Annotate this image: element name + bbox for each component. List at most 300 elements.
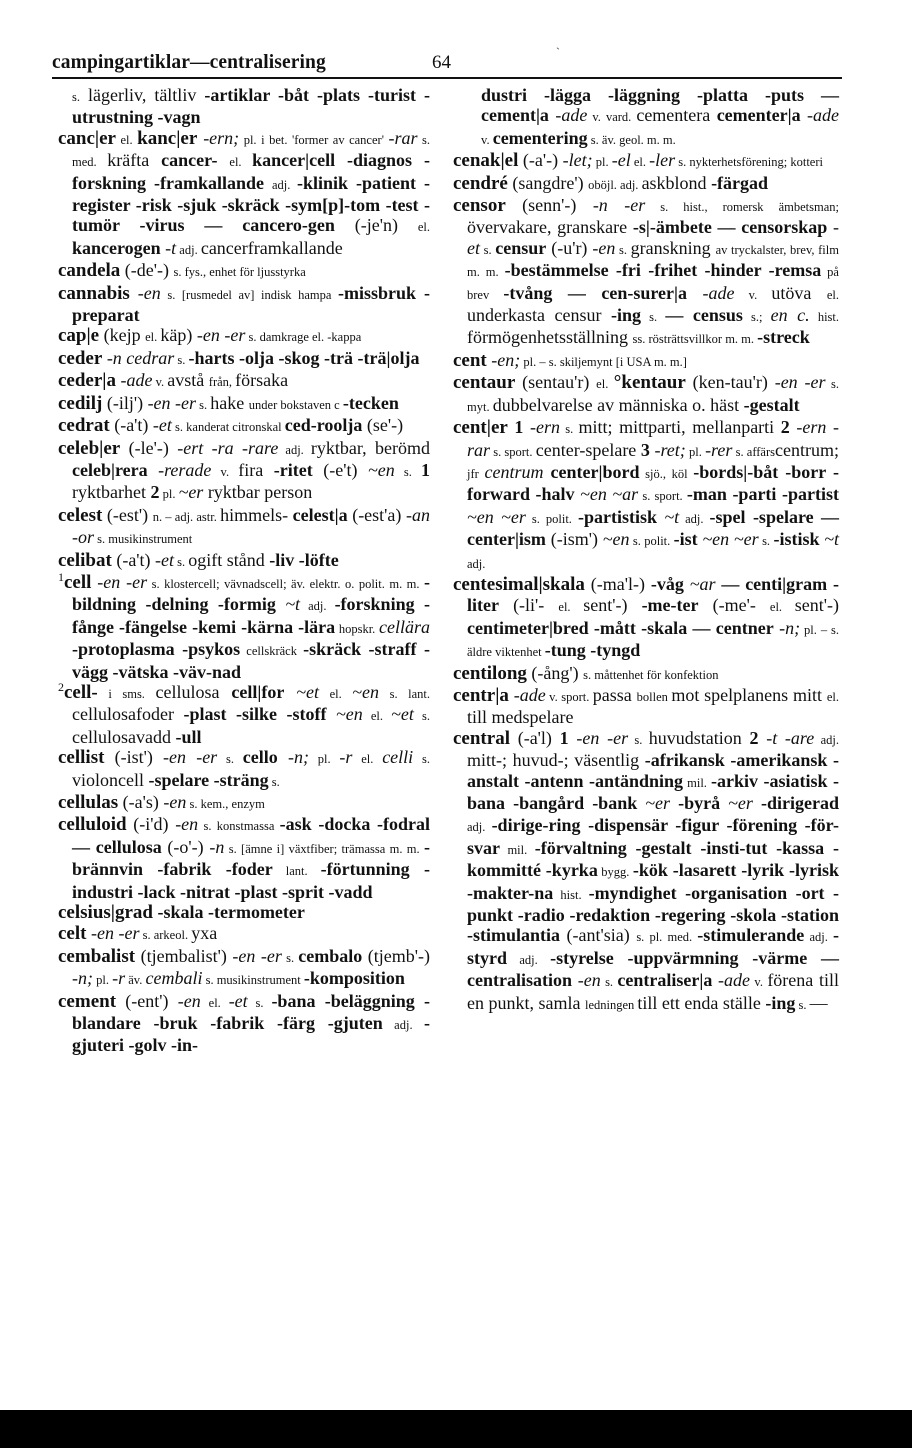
bold-form: -bestämmelse -fri -frihet -hinder -remsa — [504, 260, 822, 281]
annotation: s. — [174, 554, 189, 569]
definition-text: förmögenhetsställning — [467, 327, 633, 348]
inflection: ~et — [284, 681, 320, 702]
definition-text: (-a's) — [118, 792, 164, 812]
headword: celest — [58, 504, 103, 526]
headword: celsius|grad — [58, 902, 153, 924]
annotation: s. — [413, 752, 430, 767]
bold-form: -förtunning -industri -lack -nitrat -plast -sprit -vadd — [72, 859, 430, 902]
bold-form: -komposition — [303, 968, 405, 989]
bold-form: cell|for — [231, 681, 285, 702]
bold-form: centraliser|a — [617, 970, 713, 991]
inflection: -en — [572, 970, 601, 991]
headword: cellulas — [58, 792, 119, 813]
annotation: pl. — [308, 752, 340, 767]
bold-form: 1 — [507, 417, 524, 438]
annotation: s. — [641, 310, 666, 325]
definition-text: (tjemb'-) — [362, 945, 430, 966]
annotation: el. — [145, 330, 161, 345]
bold-form: -ing — [611, 305, 642, 326]
print-speck: ˏ — [556, 36, 560, 50]
dictionary-entry — [58, 569, 431, 682]
annotation: mil. — [683, 775, 712, 790]
annotation: s. — [560, 422, 579, 437]
dictionary-entry — [58, 991, 430, 1056]
annotation: bollen — [636, 689, 672, 704]
inflection: -ade — [548, 105, 588, 126]
annotation: hopskr. — [335, 621, 379, 636]
bold-form: celeb|rera — [72, 459, 148, 480]
definition-text: (-ism') — [545, 529, 603, 550]
inflection: ~t — [819, 529, 839, 550]
bold-form: -bildning -delning -formig — [72, 571, 430, 615]
inflection: ~en ~er — [467, 506, 526, 527]
annotation: lant. — [272, 864, 321, 879]
annotation: s. — [600, 975, 618, 990]
headword: centaur — [453, 372, 516, 394]
bold-form: -våg — [650, 573, 684, 594]
bold-form: — centi|gram -liter — [467, 573, 839, 616]
bold-form: -styrelse -uppvärmning -värme — centralisation — [467, 947, 840, 991]
annotation: s. med. — [72, 132, 430, 170]
bold-form: -myndighet -organisation -ort -punkt -radio -redaktion -regering -skola -station -stimulantia — [467, 882, 839, 946]
bold-form: — census — [665, 305, 743, 326]
bold-form: -skräck -straff -vägg -vätska -väv-nad — [72, 639, 431, 682]
definition-text: himmels- — [220, 504, 293, 525]
bold-form: center|bord — [543, 461, 640, 482]
annotation: s. — [795, 997, 810, 1012]
bold-form: 1 — [420, 459, 430, 480]
bold-form: -ull — [175, 726, 202, 747]
bold-form: -ritet — [273, 459, 313, 480]
inflection: ~t — [275, 594, 301, 615]
definition-text: (-i'd) — [126, 814, 176, 835]
definition-text: (-de'-) — [120, 260, 174, 281]
bold-form: -bords|-båt -borr -forward -halv — [467, 461, 839, 505]
definition-text: ryktbar, berömd — [310, 437, 430, 458]
bold-form: celest|a — [292, 504, 348, 525]
bold-form: -afrikansk -amerikansk -anstalt -antenn -antändning — [467, 750, 839, 791]
definition-text: (-a't) — [111, 549, 156, 570]
definition-text: cellulosafoder — [72, 704, 184, 725]
headword: cedrat — [58, 415, 110, 437]
definition-text: (se'-) — [362, 415, 404, 436]
annotation: s. pl. med. — [636, 930, 698, 945]
headword: celibat — [58, 549, 112, 571]
inflection: -rer — [705, 439, 733, 460]
inflection: -et — [467, 217, 840, 258]
annotation: el. — [352, 752, 383, 767]
dictionary-entry — [453, 573, 839, 663]
annotation: el. — [200, 995, 229, 1010]
inflection: -et — [152, 415, 172, 436]
definition-text: (-ång') — [526, 662, 584, 683]
annotation: el. — [769, 600, 795, 615]
inflection: ~en ~er — [697, 529, 759, 550]
annotation: v. — [750, 975, 768, 990]
dictionary-entry — [453, 150, 839, 172]
inflection: ~er — [720, 793, 753, 813]
annotation: v. — [211, 464, 239, 479]
definition-text: passa — [592, 684, 637, 705]
annotation: el. — [417, 220, 430, 235]
bold-form: cello — [242, 747, 278, 768]
dictionary-entry — [58, 325, 430, 347]
bold-form: ced-roolja — [284, 415, 363, 436]
inflection: ~en — [352, 681, 380, 702]
inflection: ~et — [391, 704, 414, 725]
inflection: -en -er — [163, 747, 218, 768]
inflection: -n; — [72, 968, 93, 989]
annotation: under bokstaven c — [248, 397, 343, 412]
bold-form: cembalo — [298, 945, 363, 966]
right-column — [453, 85, 840, 1385]
headword: central — [453, 727, 510, 749]
headword: cap|e — [58, 325, 100, 347]
bold-form: -klinik -patient -register -risk -sjuk -skräck -sym[p]-tom -test -tumör -virus — cancero-gen — [72, 172, 430, 236]
definition-text: till medspelare — [467, 707, 574, 728]
annotation: pl. – s. äldre viktenhet — [467, 622, 839, 660]
annotation: adj. — [804, 930, 833, 945]
inflection: -en -er — [774, 372, 826, 393]
annotation: s. konstmassa — [198, 819, 280, 834]
inflection: -ret; — [649, 439, 686, 460]
definition-text: (-ilj') — [102, 392, 148, 413]
headword: cell — [64, 571, 92, 593]
inflection: -n — [209, 836, 225, 857]
annotation: i sms. — [97, 686, 156, 701]
annotation: s. — [394, 464, 421, 479]
definition-text: kräfta — [107, 150, 162, 171]
bold-form: -forskning -fånge -fängelse -kemi -kärna -lära — [72, 594, 430, 637]
annotation: s. — [281, 950, 299, 965]
inflection: cellära — [379, 616, 430, 637]
annotation: adj. — [271, 177, 297, 192]
dictionary-entry — [58, 923, 430, 945]
dictionary-entry — [58, 415, 430, 437]
bold-form: -stimulerande — [697, 925, 805, 946]
inflection: -ert -ra -rare — [177, 437, 279, 458]
inflection: -ern; — [197, 127, 240, 148]
annotation: från, — [208, 375, 236, 390]
annotation: v. sport. — [545, 689, 593, 704]
definition-text: (-est') — [102, 504, 153, 525]
annotation: hist. — [553, 887, 589, 902]
bold-form: -gjuteri -golv -in- — [72, 1013, 430, 1056]
dictionary-entry — [58, 505, 430, 550]
inflection: ~en ~ar — [574, 484, 639, 505]
dictionary-entry — [58, 946, 430, 991]
inflection: -n -er — [592, 195, 646, 216]
entry-continuation — [58, 85, 430, 128]
annotation: s. [rusmedel av] indisk hampa — [160, 287, 339, 302]
bold-form: -spel -spelare — center|ism — [467, 506, 839, 550]
definition-text: (-a't) — [109, 415, 153, 436]
annotation: s. — [413, 709, 430, 724]
definition-text: askblond — [641, 172, 712, 193]
inflection: en c. — [770, 305, 810, 326]
definition-text: granskning — [630, 237, 716, 258]
definition-text: fira — [238, 459, 274, 480]
definition-text: (-o'-) — [161, 836, 210, 857]
annotation: s. — [758, 534, 774, 549]
bold-form: -spelare -sträng — [148, 769, 269, 790]
dictionary-entry — [58, 438, 430, 505]
definition-text: cellulosavadd — [72, 726, 176, 747]
inflection: -en — [163, 792, 187, 812]
annotation: s. — [268, 774, 280, 789]
bold-form: -dirige-ring -dispensär -figur -förening -för-svar — [467, 815, 839, 858]
annotation: bygg. — [597, 865, 633, 880]
inflection: -en; — [486, 349, 521, 370]
dictionary-entry — [58, 550, 430, 572]
annotation: pl. i bet. 'former av cancer' — [239, 132, 389, 147]
bold-form: -färgad — [711, 172, 769, 193]
inflection: -r — [339, 747, 353, 768]
annotation: el. — [362, 709, 392, 724]
annotation: s. musikinstrument — [94, 532, 193, 547]
bold-form: -ing — [765, 992, 796, 1013]
definition-text: ogift stånd — [188, 549, 270, 570]
annotation: el. — [826, 689, 839, 704]
bold-form: 2 — [780, 417, 790, 438]
inflection: -en — [177, 990, 201, 1011]
definition-text: sent'-) — [794, 595, 839, 616]
annotation: på brev — [467, 265, 839, 302]
headword: cannabis — [58, 282, 130, 304]
dictionary-entry — [453, 727, 840, 1015]
header-rule — [52, 77, 842, 79]
headword: cell- — [64, 681, 98, 703]
definition-text: huvudstation — [648, 727, 750, 748]
inflection: -n cedrar — [102, 347, 175, 368]
bold-form: -me-ter — [641, 595, 699, 616]
headword: censor — [453, 195, 506, 217]
annotation: adj. — [467, 820, 492, 835]
bold-form: -tecken — [342, 392, 399, 413]
dictionary-entry — [58, 128, 430, 260]
bold-form: -streck — [757, 327, 810, 348]
annotation: cellskräck — [240, 644, 304, 659]
annotation: s. myt. — [467, 377, 839, 414]
annotation: el. — [115, 132, 138, 147]
definition-text: (sentau'r) — [515, 372, 597, 393]
homograph-number: 2 — [58, 679, 64, 694]
definition-text: — — [809, 992, 828, 1013]
annotation: hist. — [809, 310, 840, 325]
inflection: centrum — [484, 461, 544, 482]
definition-text: (senn'-) — [505, 195, 593, 216]
dictionary-entry — [58, 260, 430, 282]
definition-text: förena till en punkt, samla — [467, 970, 840, 1013]
headword: centilong — [453, 662, 527, 684]
inflection: -ade — [712, 970, 751, 991]
headword: canc|er — [58, 127, 116, 149]
bold-form: -partistisk — [577, 506, 657, 527]
inflection: -en — [129, 282, 161, 303]
bold-form: -man -parti -partist — [686, 484, 839, 505]
bold-form: -dirigerad — [752, 793, 839, 813]
definition-text: yxa — [191, 923, 218, 944]
annotation: s. — [615, 242, 631, 257]
definition-text: (-ant'sia) — [560, 925, 637, 946]
bold-form: 1 — [559, 727, 569, 748]
annotation: sjö., köl — [639, 466, 694, 481]
bold-form: -tvång — cen-surer|a — [503, 282, 687, 303]
inflection: -el — [611, 150, 631, 171]
definition-text: (-est'a) — [347, 504, 406, 525]
dictionary-entry — [453, 417, 839, 574]
headword: ceder|a — [58, 370, 116, 392]
headword: cent|er — [453, 417, 508, 439]
annotation: oböjl. adj. — [588, 177, 642, 192]
inflection: -ade — [800, 105, 839, 126]
inflection: -en — [592, 237, 616, 258]
bold-form: -tung -tyngd — [544, 640, 641, 661]
bold-form: -förvaltning -gestalt -insti-tut -kassa -kommitté -kyrka — [467, 837, 839, 881]
annotation: el. — [826, 287, 840, 302]
dictionary-entry — [58, 747, 430, 792]
headword: cent — [453, 349, 487, 371]
dictionary-entry — [58, 370, 430, 392]
bold-form: cementering — [492, 127, 588, 148]
annotation: el. — [630, 155, 650, 170]
annotation: pl. — [93, 973, 113, 988]
dictionary-entry — [453, 172, 839, 195]
bold-form: 3 — [640, 439, 650, 460]
bold-form: dustri -lägga -läggning -platta -puts — cement|a — [481, 85, 839, 126]
annotation: s. — [628, 732, 649, 747]
annotation: s. — [217, 752, 243, 767]
definition-text: (-a'l) — [509, 727, 560, 748]
inflection: -en -er — [196, 325, 246, 346]
definition-text: ryktbar person — [203, 482, 313, 503]
annotation: el. — [229, 155, 253, 170]
definition-text: ryktbarhet — [72, 482, 151, 503]
headword: °kentaur — [613, 372, 686, 394]
inflection: ~en — [602, 529, 630, 550]
inflection: -n; — [277, 747, 309, 768]
inflection: -en -er — [568, 727, 629, 748]
bold-form: -istisk — [773, 529, 820, 550]
definition-text: hake — [210, 392, 249, 413]
annotation: s. — [480, 242, 496, 257]
headword: kanc|er — [137, 127, 198, 149]
annotation: ledningen — [584, 997, 638, 1012]
definition-text: (-ist') — [104, 747, 164, 768]
bold-form: 2 — [749, 727, 759, 748]
inflection: -n; — [773, 617, 801, 638]
bold-form: censur — [495, 237, 547, 258]
page-header — [52, 52, 842, 78]
definition-text: (-ent') — [116, 990, 178, 1011]
annotation: s. damkrage el. -kappa — [245, 330, 362, 345]
bold-form: -harts -olja -skog -trä -trä|olja — [188, 347, 420, 368]
homograph-number: 1 — [58, 569, 64, 584]
annotation: pl. — [685, 444, 706, 459]
definition-text: mitt-; huvud-; väsentlig — [467, 750, 645, 771]
bold-form: -kök -lasarett -lyrik -lyrisk -makter-na — [467, 860, 840, 903]
dictionary-entry — [58, 283, 430, 326]
inflection: -ade — [115, 370, 153, 391]
definition-text: cementera — [636, 105, 717, 126]
inflection: celli — [382, 747, 414, 768]
definition-text: käp) — [160, 325, 197, 346]
dictionary-entry — [58, 679, 431, 747]
annotation: s. polit. — [525, 511, 578, 526]
inflection: -ern -rar — [467, 417, 839, 460]
bold-form: cementer|a — [716, 105, 801, 126]
inflection: -t -are — [758, 727, 815, 748]
definition-text: (-le'-) — [120, 437, 178, 458]
annotation: s. polit. — [629, 534, 674, 549]
bold-form: -ist — [673, 529, 698, 550]
inflection: -et — [228, 990, 248, 1011]
inflection: -an -or — [72, 504, 430, 548]
annotation: äv. — [125, 973, 146, 988]
definition-text: (-e't) — [312, 459, 368, 480]
annotation: s. — [174, 352, 189, 367]
definition-text: (-me'- — [698, 595, 770, 616]
inflection: ~er — [637, 793, 671, 813]
inflection: ~en — [367, 459, 395, 480]
dictionary-entry — [58, 348, 430, 370]
bold-form: 2 — [150, 482, 160, 503]
definition-text: center-spelare — [535, 439, 641, 460]
inflection: -t — [160, 237, 177, 258]
inflection: -rerade — [147, 459, 212, 480]
inflection: ~en — [326, 704, 363, 725]
dictionary-entry — [453, 684, 839, 728]
definition-text: (-ma'l-) — [584, 573, 651, 594]
annotation: av tryckalster, brev, film m. m. — [467, 242, 839, 280]
annotation: s. [ämne i] växtfiber; trämassa m. m. — [224, 841, 424, 856]
definition-text: mot spelplanens mitt — [671, 684, 827, 705]
bold-form: -protoplasma -psykos — [72, 639, 241, 660]
annotation: adj. — [300, 599, 335, 614]
definition-text: violoncell — [72, 769, 149, 790]
inflection: ~ar — [683, 573, 716, 594]
headword: cembalist — [58, 945, 136, 967]
headword: ceder — [58, 347, 103, 369]
dictionary-entry — [453, 372, 839, 417]
annotation: s. arkeol. — [139, 928, 192, 943]
annotation: ss. rösträttsvillkor m. m. — [632, 332, 758, 347]
annotation: s. måttenhet för konfektion — [583, 667, 719, 682]
page-number: 64 — [432, 52, 451, 73]
annotation: v. — [152, 375, 168, 390]
bold-form: -plast -silke -stoff — [183, 704, 327, 725]
annotation: v. — [734, 287, 772, 302]
inflection: -ler — [649, 150, 676, 171]
bold-form: -bana -beläggning -blandare -bruk -fabrik -färg -gjuten — [72, 990, 430, 1034]
annotation: pl. – s. skiljemynt [i USA m. m.] — [520, 354, 687, 369]
headword: candela — [58, 260, 121, 282]
annotation: adj. — [278, 442, 311, 457]
definition-text: (sangdre') — [507, 172, 589, 193]
entry-continuation — [467, 85, 839, 150]
annotation: s. nykterhetsförening; kotteri — [675, 155, 823, 170]
annotation: pl. — [159, 487, 179, 502]
annotation: adj. — [679, 511, 710, 526]
bold-form: -byrå — [670, 793, 721, 813]
definition-text: cellulosa — [155, 681, 232, 702]
annotation: s.; — [742, 310, 771, 325]
headword: cellist — [58, 747, 105, 769]
inflection: -en -er — [232, 945, 282, 966]
dictionary-entry — [453, 349, 839, 372]
definition-text: (-li'- — [498, 595, 559, 616]
annotation: s. — [72, 90, 80, 104]
